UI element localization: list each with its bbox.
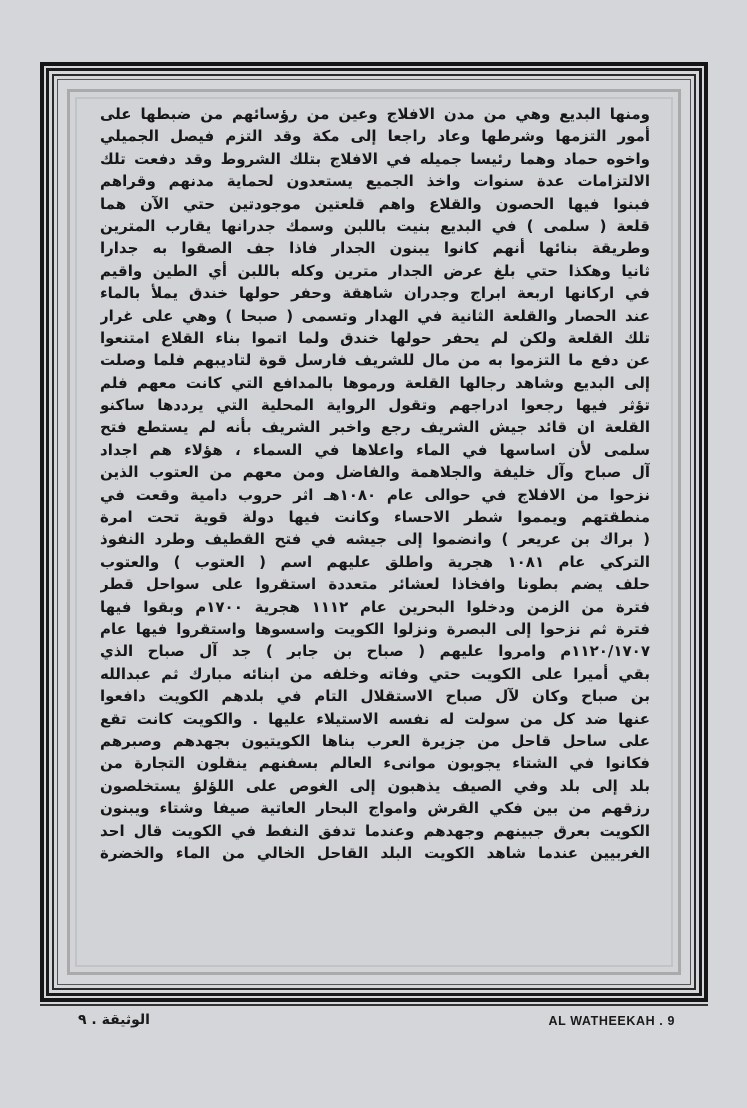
body-line: قلعة ( سلمى ) في البديع بنيت باللبن وسمك جدرانها يقارب المترين	[100, 216, 650, 235]
body-line: فكانوا في الشتاء يجوبون موانىء العالم بسفنهم ينقلون التجارة من	[100, 754, 650, 773]
body-line: رزقهم من بين فكي القرش وامواج البحار العاتية صيفا وشتاء ويبنون	[100, 799, 650, 818]
body-line: بلد إلى بلد وفي الصيف يذهبون إلى الغوص على اللؤلؤ يستخلصون	[100, 776, 650, 795]
body-line: تلك القلعة ولكن لم يحفر حولها خندق ولما اتموا بناء القلاع امتنعوا	[100, 328, 650, 347]
body-line: عنها ضد كل من سولت له نفسه الاستيلاء عليها . والكويت كانت تقع	[100, 709, 650, 728]
footer-page-label-latin: AL WATHEEKAH . 9	[548, 1014, 675, 1028]
body-line: عند الحصار والقلعة الثانية في الهدار وتسمى ( صبحا ) وهي على غرار	[100, 306, 650, 325]
body-line: منطقتهم ويمموا شطر الاحساء وكانت فيها دولة قوية تحت امرة	[100, 508, 650, 527]
body-line: فترة ثم نزحوا إلى البصرة ونزلوا الكويت واسسوها واستقروا فيها عام	[100, 619, 650, 638]
body-line: نزحوا من الافلاج في حوالى عام ١٠٨٠هـ اثر حروب دامية وقعت في	[100, 485, 650, 504]
body-line: القلعة ان قائد جيش الشريف رجع واخبر الشريف بأنه لم يستطع فتح	[100, 418, 650, 437]
body-line: واخوه حماد وهما رئيسا جميله في الافلاج بتلك الشروط وقد دفعت تلك	[100, 149, 650, 168]
footer-page-label-arabic: الوثيقة . ٩	[78, 1012, 150, 1028]
body-line: الالتزامات عدة سنوات واخذ الجميع يستعدون لحماية مدنهم وقراهم	[100, 172, 650, 191]
body-line: الكويت بعرق جبينهم وجهدهم وعندما تدفق النفط في الكويت قال احد	[100, 821, 650, 840]
body-line: ١١٢٠/١٧٠٧م وامروا عليهم ( صباح بن جابر ) جد آل صباح الذي	[100, 642, 650, 661]
body-line: على ساحل قاحل من جزيرة العرب بناها الكويتيون بجهدهم وصبرهم	[100, 731, 650, 750]
body-line: تؤثر فيها رجعوا ادراجهم وتقول الرواية المحلية التي يرددها ساكنو	[100, 396, 650, 415]
body-line: ثانيا وهكذا حتي بلغ عرض الجدار مترين وكله باللبن أي الطين واقيم	[100, 261, 650, 280]
footer-divider	[40, 1004, 708, 1006]
body-line: إلى البديع وشاهد رجالها القلعة ورموها بالمدافع التي كانت معهم فلم	[100, 373, 650, 392]
body-line: أمور التزمها وشرطها وعاد راجعا إلى مكة وقد التزم فيصل الجميلي	[100, 127, 650, 146]
body-line: في اركانها اربعة ابراج وجدران شاهقة وحفر حولها خندق يملأ بالماء	[100, 284, 650, 303]
body-line: ومنها البديع وهي من مدن الافلاج وعين من رؤسائهم من ضبطها على	[100, 105, 650, 123]
body-line: بن صباح وكان لآل صباح الاستقلال التام في بلدهم الكويت دافعوا	[100, 687, 650, 706]
body-line: فبنوا فيها الحصون والقلاع واهم قلعتين موجودتين حتي الآن هما	[100, 194, 650, 213]
body-line: حلف يضم بطونا وافخاذا لعشائر متعددة استقروا على سواحل قطر	[100, 575, 650, 594]
body-line: بقي أميرا على الكويت حتي وفاته وخلفه من ابنائه مبارك ثم عبدالله	[100, 664, 650, 683]
body-line: ( براك بن عريعر ) وانضموا إلى جيشه في فتح القطيف وطرد النفوذ	[100, 530, 650, 549]
article-body	[100, 103, 650, 864]
body-line: التركي عام ١٠٨١ هجرية واطلق عليهم اسم ( العتوب ) والعتوب	[100, 552, 650, 571]
body-line: وطريقة بنائها أنهم كانوا يبنون الجدار فاذا جف الصقوا به جدارا	[100, 239, 650, 258]
body-line: سلمى لأن اساسها في الماء واعلاها في السماء ، هؤلاء هم اجداد	[100, 440, 650, 459]
body-line: عن دفع ما التزموا به من مال للشريف فارسل قوة لتاديبهم فلما وصلت	[100, 351, 650, 370]
body-line: فترة من الزمن ودخلوا البحرين عام ١١١٢ هجرية ١٧٠٠م وبقوا فيها	[100, 597, 650, 616]
body-line: آل صباح وآل خليفة والجلاهمة والفاضل ومن معهم من العتوب الذين	[100, 463, 650, 482]
body-line: الغربيين عندما شاهد الكويت البلد القاحل الخالي من الماء والخضرة	[100, 843, 650, 862]
